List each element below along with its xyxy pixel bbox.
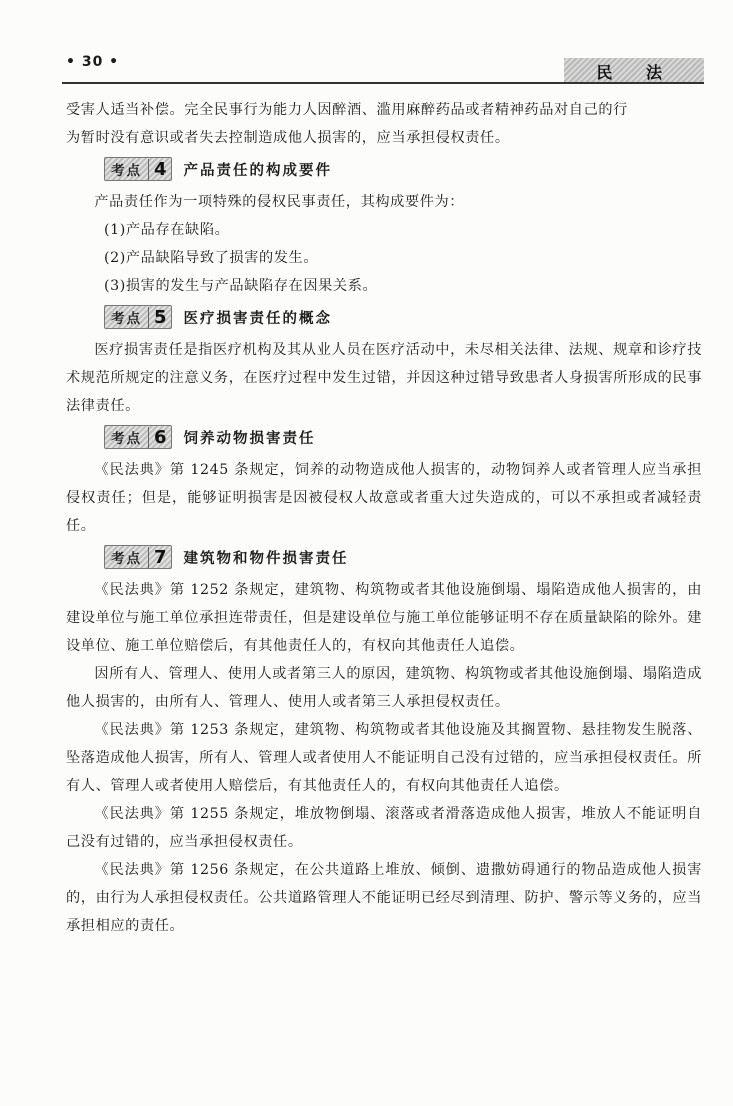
topic-7-paragraph-2: 因所有人、管理人、使用人或者第三人的原因，建筑物、构筑物或者其他设施倒塌、塌陷造成他人损害的，由所有人、管理人、使用人或者第三人承担侵权责任。 [66,666,702,710]
topic-badge-number: 4 [148,159,167,180]
list-item: (3)损害的发生与产品缺陷存在因果关系。 [104,278,378,294]
topic-heading-5 [104,302,702,332]
topic-heading-7 [104,542,702,572]
topic-badge [104,425,172,449]
topic-7-paragraph-3: 《民法典》第 1253 条规定，建筑物、构筑物或者其他设施及其搁置物、悬挂物发生脱落、坠落造成他人损害，所有人、管理人或者使用人不能证明自己没有过错的，应当承担侵权责任。所有人、管理人或者使用人赔偿后，有其他责任人的，有权向其他责任人追偿。 [66,722,702,794]
topic-badge-label: 考点 [111,551,142,567]
topic-badge-label: 考点 [111,311,142,327]
page-header [62,46,704,84]
intro-line-1: 受害人适当补偿。完全民事行为能力人因醉酒、滥用麻醉药品或者精神药品对自己的行 [66,102,628,118]
topic-title: 饲养动物损害责任 [183,429,316,447]
topic-7-paragraph-4: 《民法典》第 1255 条规定，堆放物倒塌、滚落或者滑落造成他人损害，堆放人不能证明自己没有过错的，应当承担侵权责任。 [66,806,702,850]
topic-badge-number: 5 [148,307,167,328]
page-number: • 30 • [66,54,120,70]
section-title: 民 法 [596,63,676,82]
topic-badge-label: 考点 [111,163,142,179]
section-tab [564,58,704,82]
topic-badge [104,305,172,329]
topic-badge [104,157,172,181]
list-item: (2)产品缺陷导致了损害的发生。 [104,250,319,266]
topic-7-paragraph-5: 《民法典》第 1256 条规定，在公共道路上堆放、倾倒、遗撒妨碍通行的物品造成他人损害的，由行为人承担侵权责任。公共道路管理人不能证明已经尽到清理、防护、警示等义务的，应当承担相应的责任。 [66,862,702,934]
topic-badge-number: 7 [148,547,167,568]
topic-badge-number: 6 [148,427,167,448]
topic-heading-4 [104,154,702,184]
topic-title: 建筑物和物件损害责任 [183,549,349,567]
list-item: (1)产品存在缺陷。 [104,222,230,238]
topic-badge-label: 考点 [111,431,142,447]
topic-6-paragraph: 《民法典》第 1245 条规定，饲养的动物造成他人损害的，动物饲养人或者管理人应当承担侵权责任；但是，能够证明损害是因被侵权人故意或者重大过失造成的，可以不承担或者减轻责任。 [66,462,702,534]
topic-heading-6 [104,422,702,452]
topic-title: 医疗损害责任的概念 [183,309,333,327]
page-body [66,96,702,940]
topic-7-paragraph-1: 《民法典》第 1252 条规定，建筑物、构筑物或者其他设施倒塌、塌陷造成他人损害的，由建设单位与施工单位承担连带责任，但是建设单位与施工单位能够证明不存在质量缺陷的除外。建设单位、施工单位赔偿后，有其他责任人的，有权向其他责任人追偿。 [66,582,702,654]
topic-badge [104,545,172,569]
topic-4-lead: 产品责任作为一项特殊的侵权民事责任，其构成要件为： [94,194,465,210]
topic-5-paragraph: 医疗损害责任是指医疗机构及其从业人员在医疗活动中，未尽相关法律、法规、规章和诊疗技术规范所规定的注意义务，在医疗过程中发生过错，并因这种过错导致患者人身损害所形成的民事法律责任。 [66,342,702,414]
intro-line-2: 为暂时没有意识或者失去控制造成他人损害的，应当承担侵权责任。 [66,130,510,146]
topic-title: 产品责任的构成要件 [183,161,333,179]
